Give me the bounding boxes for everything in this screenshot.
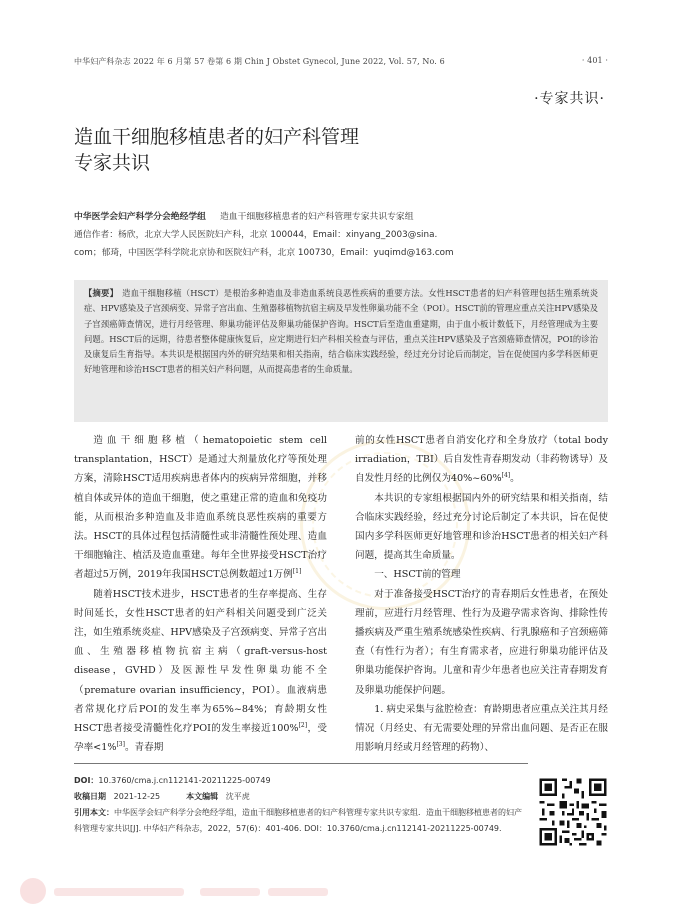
title-line-1: 造血干细胞移植患者的妇产科管理 [74,126,360,148]
paper-title [74,124,494,176]
body-paragraph: 1. 病史采集与盆腔检查：育龄期患者应重点关注其月经情况（月经史、有无需要处理的异常出血问题、是否正在服用影响月经或月经管理的药物）、 [355,703,608,754]
received-label: 收稿日期 [74,792,106,801]
abstract-box [74,280,608,422]
watermark-mark [200,888,260,896]
correspondence-continued: com；郁琦，中国医学科学院北京协和医院妇产科，北京 100730，Email：yuqimd@163.com [74,248,454,258]
citation-line [74,805,528,837]
received-line [74,789,528,805]
publisher-logo-watermark [20,876,350,906]
citation-text: 中华医学会妇产科学分会绝经学组，造血干细胞移植患者的妇产科管理专家共识专家组．造血干细胞移植患者的妇产科管理专家共识[J]. 中华妇产科杂志，2022，57(6)：401-406. DOI：10.3760/cma.j.cn112141-20211225-00749. [74,808,522,833]
doi-label: DOI： [74,776,99,785]
reference-mark: [3] [116,741,125,749]
citation-label: 引用本文： [74,808,114,817]
watermark-mark [268,888,328,896]
doi-value[interactable]: 10.3760/cma.j.cn112141-20211225-00749 [98,776,271,785]
body-column-right [355,431,608,757]
section-heading: 一、HSCT前的管理 [374,569,461,581]
body-paragraph: 前的女性HSCT患者自消安化疗和全身放疗（total body irradiation，TBI）后自发性青春期发动（非药物诱导）及自发性月经的比例仅为40%~60%[4]。 [355,435,608,485]
section-label: ·专家共识· [534,91,605,107]
reference-mark: [4] [501,472,511,480]
journal-citation-header: 中华妇产科杂志 2022 年 6 月第 57 卷第 6 期 Chin J Obstet Gynecol, June 2022, Vol. 57, No. 6 [74,57,445,66]
title-line-2: 专家共识 [74,152,151,174]
body-paragraph: 本共识的专家组根据国内外的研究结果和相关指南，结合临床实践经验，经过充分讨论后制定了本共识，旨在促使国内多学科医师更好地管理和诊治HSCT患者的相关妇产科问题，提高其生命质量。 [355,492,608,562]
body-paragraph: 随着HSCT技术进步，HSCT患者的生存率提高、生存时间延长，女性HSCT患者的妇产科相关问题受到广泛关注，如生殖系统炎症、HPV感染及子宫颈病变、异常子宫出血、生殖器移植物抗宿主病（graft-versus-host disease，GVHD）及医源性早发性卵巢功能不全（premature ovarian insufficiency，POI）。血液病患者常规化疗后POI的发生率为65%~84%；育龄期女性HSCT患者接受清髓性化疗POI的发生率接近100%[2]，受孕率<1%[3]。青春期 [74,588,328,754]
reference-mark: [1] [292,568,302,576]
qr-code-icon[interactable] [537,776,609,848]
author-group: 中华医学会妇产科学分会绝经学组 [74,212,206,222]
abstract-text: 造血干细胞移植（HSCT）是根治多种造血及非造血系统良恶性疾病的重要方法。女性HSCT患者的妇产科管理包括生殖系统炎症、HPV感染及子宫颈病变、异常子宫出血、生殖器移植物抗宿主病及早发性卵巢功能不全（POI）。HSCT前的管理应重点关注HPV感染及子宫颈癌筛查情况，进行月经管理、卵巢功能评估及卵巢功能保护咨询。HSCT后至造血重建期，由于血小板计数低下，月经管理成为主要问题。HSCT后的远期，待患者整体健康恢复后，应定期进行妇产科相关检查与评估，重点关注HPV感染及子宫颈癌筛查情况，POI的诊治及康复后生育指导。本共识是根据国内外的研究结果和相关指南，结合临床实践经验，经过充分讨论后而制定，旨在促使国内多学科医师更好地管理和诊治HSCT患者的相关妇产科问题，从而提高患者的生命质量。 [84,288,598,375]
watermark-mark [54,888,184,896]
author-panel: 造血干细胞移植患者的妇产科管理专家共识专家组 [219,212,414,222]
body-column-left [74,431,327,757]
page-number: · 401 · [581,56,608,65]
body-paragraph: 造血干细胞移植（hematopoietic stem cell transplantation，HSCT）是通过大剂量放化疗等预处理方案，清除HSCT适用疾病患者体内的疾病异常细胞，并移植自体或异体的造血干细胞，使之重建正常的造血和免疫功能，从而根治多种造血及非造血系统良恶性疾病的重要方法。HSCT的具体过程包括清髓性或非清髓性预处理、造血干细胞输注、植活及造血重建。每年全世界接受HSCT治疗者超过5万例，2019年我国HSCT总例数超过1万例[1] [74,435,327,581]
footer-rule [74,763,528,764]
publisher-logo-icon [20,878,46,904]
reference-mark: [2] [298,721,308,729]
received-date: 2021-12-25 [113,792,161,801]
editor-label: 本文编辑 [186,792,219,801]
running-head [74,56,608,67]
editor-name: 沈平虎 [225,792,250,801]
body-paragraph: 对于准备接受HSCT治疗的青春期后女性患者，在预处理前，应进行月经管理、性行为及避孕需求咨询、排除性传播疾病及严重生殖系统感染性疾病、行乳腺癌和子宫颈癌筛查（有性行为者）；有生育需求者，应进行卵巢功能评估及卵巢功能保护咨询。儿童和青少年患者也应关注青春期发育及卵巢功能保护问题。 [355,588,608,696]
abstract-label: 【摘要】 [84,288,119,298]
authors-block [74,208,608,262]
doi-line [74,773,528,789]
footer-block [74,773,528,837]
correspondence: 通信作者：杨欣，北京大学人民医院妇产科，北京 100044，Email：xinyang_2003@sina. [74,230,438,240]
